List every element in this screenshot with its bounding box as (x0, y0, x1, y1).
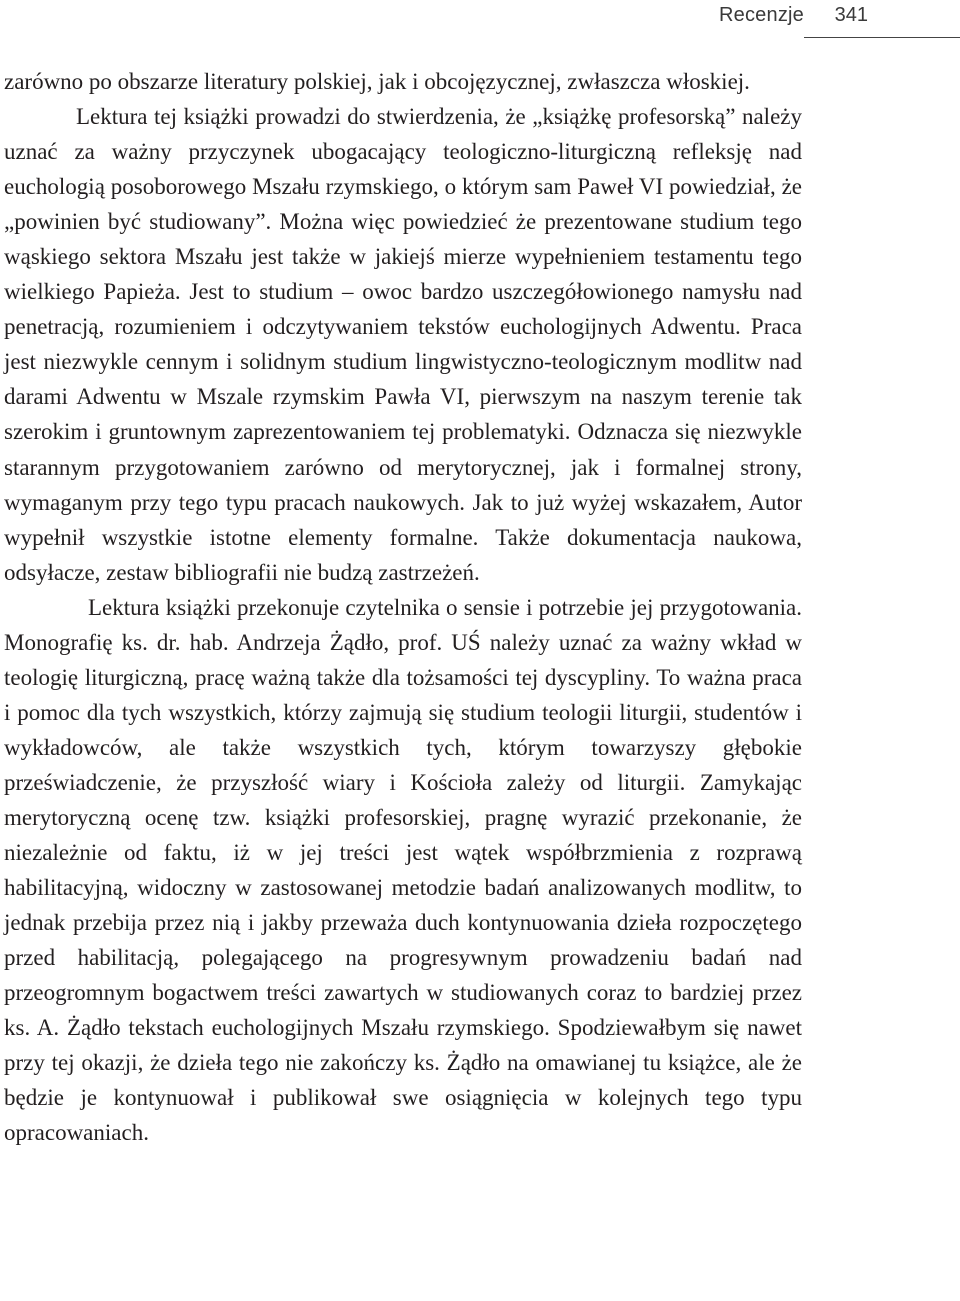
paragraph-continuation: zarówno po obszarze literatury polskiej, jak i obcojęzycznej, zwłaszcza włoskiej. (4, 69, 750, 94)
header-section-title: Recenzje (719, 4, 804, 26)
page-number: 341 (834, 4, 868, 26)
paragraph-lektura-ksiazki-przekonuje: Lektura książki przekonuje czytelnika o sensie i potrzebie jej przygotowania. Monografię ks. dr. hab. Andrzeja Żądło, prof. UŚ należy uznać za ważny wkład w teologię liturgiczną, pracę ważną także dla tożsamości tej dyscypliny. To ważna praca i pomoc dla tych wszystkich, którzy zajmują się studium teologii liturgii, studentów i wykładowców, ale także wszystkich tych, którym towarzyszy głębokie przeświadczenie, że przyszłość wiary i Kościoła zależy od liturgii. Zamykając merytoryczną ocenę tzw. książki profesorskiej, pragnę wyrazić przekonanie, że niezależnie od faktu, iż w jej treści jest wątek współbrzmienia z rozprawą habilitacyjną, widoczny w zastosowanej metodzie badań analizowanych modlitw, to jednak przebija przez nią i jakby przeważa duch kontynuowania dzieła rozpoczętego przed habilitacją, polegającego na progresywnym prowadzeniu badań nad przeogromnym bogactwem treści zawartych w studiowanych coraz to bardziej przez ks. A. Żądło tekstach euchologijnych Mszału rzymskiego. Spodziewałbym się nawet przy tej okazji, że dzieła tego nie zakończy ks. Żądło na omawianej tu książce, ale że będzie je kontynuował i publikował swe osiągnięcia w kolejnych tego typu opracowaniach. (4, 594, 802, 1146)
running-header (0, 0, 960, 36)
header-rule (804, 37, 960, 38)
review-body (4, 64, 802, 1150)
paragraph-lektura-tej-ksiazki: Lektura tej książki prowadzi do stwierdzenia, że „książkę profesorską” należy uznać za ważny przyczynek ubogacający teologiczno-liturgiczną refleksję nad euchologią posoborowego Mszału rzymskiego, o którym sam Paweł VI powiedział, że „powinien być studiowany”. Można więc powiedzieć że prezentowane studium tego wąskiego sektora Mszału jest także w jakiejś mierze wypełnieniem testamentu tego wielkiego Papieża. Jest to studium – owoc bardzo uszczegółowionego namysłu nad penetracją, rozumieniem i odczytywaniem tekstów euchologijnych Adwentu. Praca jest niezwykle cennym i solidnym studium lingwistyczno-teologicznym modlitw nad darami Adwentu w Mszale rzymskim Pawła VI, pierwszym na naszym terenie tak szerokim i gruntownym zaprezentowaniem tej problematyki. Odznacza się niezwykle starannym przygotowaniem zarówno od merytorycznej, jak i formalnej strony, wymaganym przy tego typu pracach naukowych. Jak to już wyżej wskazałem, Autor wypełnił wszystkie istotne elementy formalne. Także dokumentacja naukowa, odsyłacze, zestaw bibliografii nie budzą zastrzeżeń. (4, 104, 802, 585)
